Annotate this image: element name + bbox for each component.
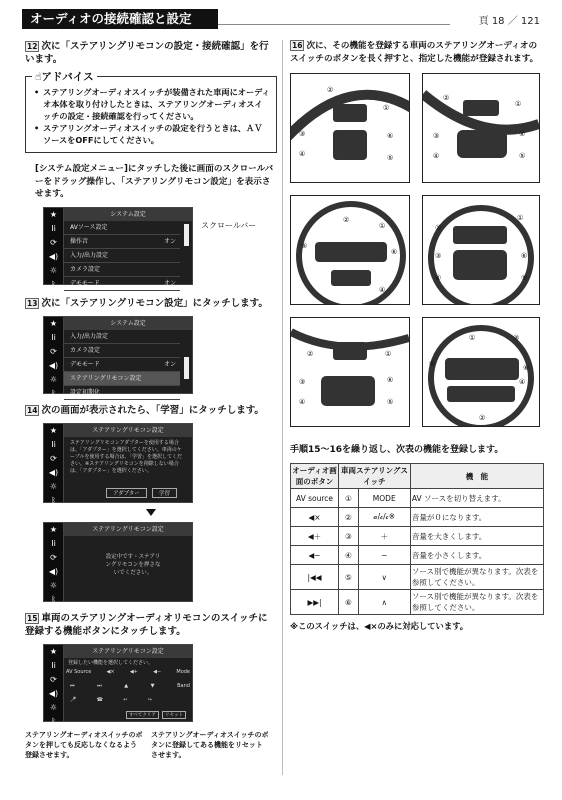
table-header: オーディオ画面のボタン — [291, 464, 339, 489]
display-icon: ☼ — [49, 481, 58, 491]
right-column — [290, 40, 540, 632]
screen-sidebar — [44, 424, 64, 505]
svg-text:③: ③ — [299, 130, 306, 138]
header-rule — [218, 24, 450, 25]
steering-wheel-image — [290, 73, 410, 183]
function-button[interactable]: ◀− — [153, 668, 162, 675]
screenshot-remote-learning — [43, 522, 193, 602]
link-icon: ⟳ — [50, 552, 57, 562]
bluetooth-icon: ᛒ — [51, 594, 56, 604]
advice-title-text: アドバイス — [41, 71, 94, 83]
function-button[interactable]: 🎤 — [70, 696, 77, 703]
screenshot-system-settings-2 — [43, 316, 193, 398]
scrollbar-thumb — [184, 357, 189, 379]
advice-item: • ステアリングオーディオスイッチの設定を行うときは、ＡＶソースをOFFにしてください。 — [34, 122, 270, 146]
screen-row: 入力/出力設定 — [64, 249, 180, 263]
step-number: 12 — [27, 42, 38, 51]
screen-row: カメラ設定 — [64, 263, 180, 277]
function-button[interactable]: ☎ — [96, 696, 103, 703]
star-icon: ★ — [49, 209, 58, 219]
function-button[interactable]: ⏭ — [97, 682, 102, 689]
svg-text:⑤: ⑤ — [429, 360, 436, 368]
function-button[interactable]: ▲ — [124, 682, 129, 689]
function-button[interactable]: ▼ — [150, 682, 155, 689]
svg-text:④: ④ — [435, 274, 442, 282]
screen-title: システム設定 — [64, 208, 192, 221]
table-row — [291, 489, 544, 508]
function-button[interactable]: ◀× — [106, 668, 115, 675]
step-text: 次の画面が表示されたら、「学習」にタッチします。 — [41, 404, 264, 416]
display-icon: ☼ — [49, 580, 58, 590]
star-icon: ★ — [49, 646, 58, 656]
table-cell: ソース別で機能が異なります。次表を参照してください。 — [410, 590, 543, 615]
svg-text:②: ② — [307, 350, 314, 358]
svg-text:③: ③ — [513, 334, 520, 342]
step-16 — [290, 40, 540, 65]
svg-text:④: ④ — [519, 378, 526, 386]
step-12 — [25, 40, 277, 66]
table-row — [291, 590, 544, 615]
screen-row — [64, 358, 180, 372]
table-header: 機 能 — [410, 464, 543, 489]
svg-text:②: ② — [327, 86, 334, 94]
steering-wheel-image — [290, 195, 410, 305]
steering-wheel-image — [290, 317, 410, 427]
svg-text:⑥: ⑥ — [391, 248, 398, 256]
svg-text:②: ② — [343, 216, 350, 224]
step-14 — [25, 404, 277, 417]
table-cell: ◀＋ — [291, 527, 339, 546]
table-cell: ⑤ — [339, 565, 359, 590]
volume-icon: ◀) — [48, 251, 59, 261]
clear-all-button[interactable]: すべてクリア — [126, 711, 159, 719]
step-text: 次に「ステアリングリモコンの設定・接続確認」を行います。 — [25, 41, 269, 65]
screen-title: ステアリングリモコン設定 — [64, 523, 192, 536]
column-divider — [282, 40, 283, 775]
table-cell: ソース別で機能が異なります。次表を参照してください。 — [410, 565, 543, 590]
adapter-button[interactable]: アダプター — [106, 488, 147, 498]
left-column — [25, 40, 277, 760]
bluetooth-icon: ᛒ — [51, 495, 56, 505]
table-cell: ① — [339, 489, 359, 508]
svg-text:⑥: ⑥ — [387, 376, 394, 384]
scrollbar-callout: スクロールバー — [201, 220, 257, 230]
row-value: オン — [163, 279, 176, 287]
table-cell: ③ — [339, 527, 359, 546]
link-icon: ⟳ — [50, 237, 57, 247]
screenshot-system-settings — [43, 207, 193, 289]
row-label: 操作音 — [70, 237, 89, 245]
svg-text:①: ① — [379, 222, 386, 230]
function-button[interactable]: ↪ — [147, 696, 152, 703]
row-label: デモモード — [70, 360, 100, 368]
scrollbar-thumb — [184, 224, 189, 246]
table-row — [291, 565, 544, 590]
step-text: 車両のステアリングオーディオリモコンのスイッチに登録する機能ボタンにタッチします。 — [25, 612, 268, 637]
svg-text:⑤: ⑤ — [301, 242, 308, 250]
svg-text:④: ④ — [433, 152, 440, 160]
svg-text:③: ③ — [299, 378, 306, 386]
page-header — [22, 9, 540, 31]
svg-text:⑥: ⑥ — [387, 132, 394, 140]
svg-text:④: ④ — [379, 286, 386, 294]
steering-wheel-image — [422, 73, 540, 183]
screen-sidebar — [44, 523, 64, 604]
screenshot-remote-settings — [43, 423, 193, 503]
table-header: 車両ステアリングスイッチ — [339, 464, 411, 489]
caption-clear: ステアリングオーディオスイッチのボタンを押しても反応しなくなるよう登録させます。 — [25, 730, 143, 759]
table-cell: ∨ — [358, 565, 410, 590]
screen-row: 入力/出力設定 — [64, 330, 180, 344]
down-arrow-icon — [146, 509, 156, 516]
row-label: デモモード — [70, 279, 100, 287]
volume-icon: ◀) — [48, 360, 59, 370]
svg-text:①: ① — [383, 104, 390, 112]
screen-row: AVソース設定 — [64, 221, 180, 235]
svg-text:①: ① — [517, 214, 524, 222]
table-cell: 音量を大きくします。 — [410, 527, 543, 546]
steering-wheel-illustrations — [290, 73, 540, 438]
step-number: 14 — [27, 405, 38, 415]
table-cell: 𝒶/𝒸/𝒸※ — [358, 508, 410, 527]
caption-reset: ステアリングオーディオスイッチのボタンに登録してある機能をリセットさせます。 — [151, 730, 269, 759]
table-cell: ◀− — [291, 546, 339, 565]
bluetooth-icon: ᛒ — [51, 279, 56, 289]
svg-text:⑥: ⑥ — [521, 252, 528, 260]
settings-icon: Ii — [51, 439, 56, 449]
screen-sidebar — [44, 208, 64, 289]
settings-icon: Ii — [51, 660, 56, 670]
svg-text:④: ④ — [299, 398, 306, 406]
hand-icon: ☝ — [35, 71, 42, 83]
table-cell: ▶▶| — [291, 590, 339, 615]
settings-icon: Ii — [51, 332, 56, 342]
bluetooth-icon: ᛒ — [51, 716, 56, 726]
function-button[interactable]: Band — [177, 682, 190, 689]
page-number: 頁 18 ／ 121 — [478, 16, 540, 27]
table-cell: ∧ — [358, 590, 410, 615]
screen-body: 設定中です・ステアリングリモコンを押さないでください。 — [105, 553, 161, 576]
svg-text:⑥: ⑥ — [523, 364, 530, 372]
step-number: 15 — [27, 613, 38, 623]
table-cell: 音量を小さくします。 — [410, 546, 543, 565]
star-icon: ★ — [49, 425, 58, 435]
steering-wheel-image — [422, 195, 540, 305]
reset-button[interactable]: リセット — [162, 711, 186, 719]
settings-icon: Ii — [51, 538, 56, 548]
screen-row: 設定初期化 — [64, 386, 180, 400]
row-value: オン — [163, 360, 176, 368]
table-cell: ＋ — [358, 527, 410, 546]
instruction-paragraph: [システム設定メニュー]にタッチした後に画面のスクロールバーをドラッグ操作し、「ステアリングリモコン設定」を表示させます。 — [35, 164, 274, 199]
screen-sidebar — [44, 645, 64, 726]
display-icon: ☼ — [49, 374, 58, 384]
screenshot-function-select — [43, 644, 193, 726]
display-icon: ☼ — [49, 265, 58, 275]
table-cell: ② — [339, 508, 359, 527]
steering-wheel-image — [422, 317, 540, 427]
table-footnote: ※このスイッチは、◀×のみに対応しています。 — [290, 621, 469, 631]
svg-text:⑤: ⑤ — [521, 274, 528, 282]
table-cell: AV source — [291, 489, 339, 508]
bluetooth-icon: ᛒ — [51, 388, 56, 398]
table-cell: 音量が０になります。 — [410, 508, 543, 527]
screen-sidebar — [44, 317, 64, 398]
screen-row: カメラ設定 — [64, 344, 180, 358]
function-table — [290, 463, 544, 615]
screen-title: ステアリングリモコン設定 — [64, 645, 192, 658]
svg-text:②: ② — [479, 414, 486, 422]
advice-item: • ステアリングオーディオスイッチが装備された車両にオーディオ本体を取り付けしたときは、ステアリングオーディオスイッチの設定・接続確認を行ってください。 — [34, 86, 270, 122]
row-value: オン — [163, 237, 176, 245]
step-text: 次に「ステアリングリモコン設定」にタッチします。 — [41, 297, 268, 309]
table-cell: |◀◀ — [291, 565, 339, 590]
svg-text:⑤: ⑤ — [387, 398, 394, 406]
svg-text:③: ③ — [433, 132, 440, 140]
table-row — [291, 508, 544, 527]
learn-button[interactable]: 学習 — [152, 488, 177, 498]
volume-icon: ◀) — [48, 467, 59, 477]
function-button[interactable]: ◀+ — [129, 668, 138, 675]
function-button[interactable]: ↩ — [123, 696, 128, 703]
table-cell: MODE — [358, 489, 410, 508]
table-cell: ④ — [339, 546, 359, 565]
screen-row: ステアリングリモコン設定 — [64, 372, 180, 386]
step-number: 13 — [27, 298, 38, 308]
function-button[interactable]: ⏮ — [70, 682, 75, 689]
step-number: 16 — [292, 41, 303, 50]
step-text: 次に、その機能を登録する車両のステアリングオーディオのスイッチのボタンを長く押すと、指定した機能が登録されます。 — [290, 41, 539, 64]
function-button[interactable]: Mode — [176, 668, 190, 675]
volume-icon: ◀) — [48, 688, 59, 698]
star-icon: ★ — [49, 524, 58, 534]
svg-text:①: ① — [515, 100, 522, 108]
link-icon: ⟳ — [50, 453, 57, 463]
function-button[interactable]: AV Source — [66, 668, 92, 675]
repeat-instruction: 手順15～16を繰り返し、次表の機能を登録します。 — [290, 445, 504, 455]
settings-icon: Ii — [51, 223, 56, 233]
screen-subtitle: 登録したい機能を選択してください。 — [68, 659, 154, 666]
svg-text:①: ① — [469, 334, 476, 342]
svg-text:⑥: ⑥ — [519, 130, 526, 138]
table-cell: ◀× — [291, 508, 339, 527]
table-cell: ⑥ — [339, 590, 359, 615]
table-cell: AV ソースを切り替えます。 — [410, 489, 543, 508]
volume-icon: ◀) — [48, 566, 59, 576]
screen-row — [64, 235, 180, 249]
svg-text:①: ① — [385, 350, 392, 358]
svg-text:③: ③ — [435, 252, 442, 260]
link-icon: ⟳ — [50, 674, 57, 684]
svg-text:②: ② — [443, 94, 450, 102]
svg-text:⑤: ⑤ — [519, 152, 526, 160]
display-icon: ☼ — [49, 702, 58, 712]
section-title: オーディオの接続確認と設定 — [22, 9, 218, 29]
step-13 — [25, 297, 277, 310]
svg-text:②: ② — [435, 224, 442, 232]
table-row — [291, 527, 544, 546]
table-row — [291, 546, 544, 565]
screen-row — [64, 277, 180, 291]
advice-title — [32, 69, 97, 84]
screen-title: ステアリングリモコン設定 — [64, 424, 192, 437]
screen-body: ステアリングリモコンアダプターを使用する場合は、「アダプター」を選択してください。車両のケーブルを使用する場合は、「学習」を選択してください。※ステアリングリモコンを削除しない場合は、「アダプター」を選択ください。 — [70, 439, 183, 474]
svg-text:④: ④ — [299, 150, 306, 158]
svg-text:⑤: ⑤ — [387, 154, 394, 162]
link-icon: ⟳ — [50, 346, 57, 356]
step-15 — [25, 612, 277, 638]
table-cell: − — [358, 546, 410, 565]
star-icon: ★ — [49, 318, 58, 328]
advice-box — [25, 71, 277, 153]
screen-title: システム設定 — [64, 317, 192, 330]
